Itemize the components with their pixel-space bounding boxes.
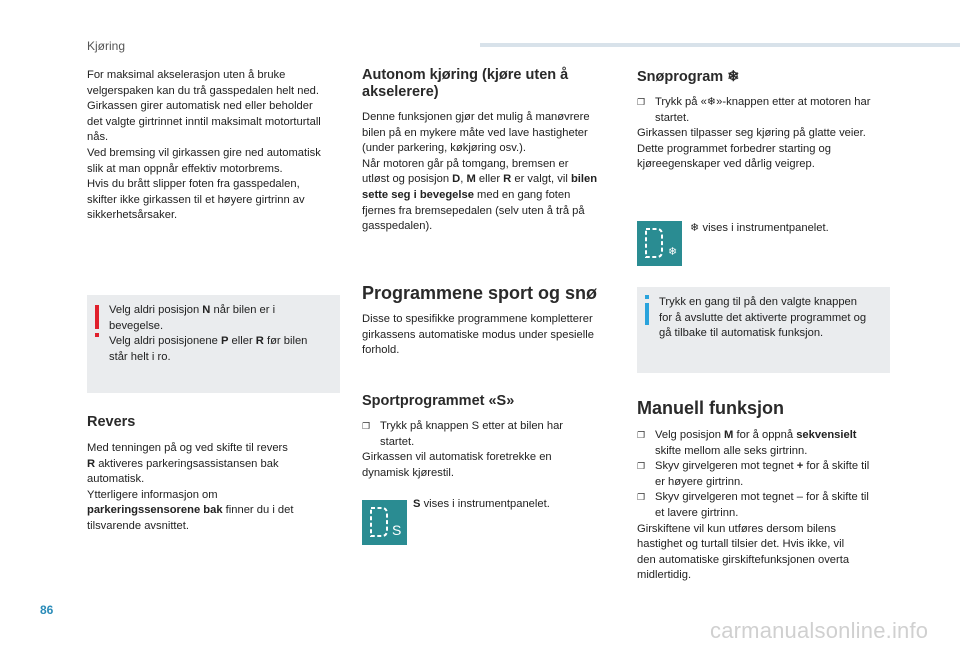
intro-text: For maksimal akselerasjon uten å bruke velgerspaken kan du trå gasspedalen helt ned. Girkassen girer automatisk ned eller beholder det valgte girtrinnet inntil maksimalt motorturtall nås. Ved bremsing vil girkassen gire ned automatisk slik at man oppnår effektiv motorbrems. Hvis du brått slipper foten fra gasspedalen, skifter ikke girkassen til et høyere girtrinn av sikkerhetsårsaker. [87, 69, 321, 222]
list-item: ❐ Skyv girvelgeren mot tegnet – for å skifte til et lavere girtrinn. [637, 491, 869, 519]
list-item: ❐ Trykk på «❄»-knappen etter at motoren har startet. [637, 96, 871, 124]
sport-display-text: S vises i instrumentpanelet. [413, 498, 550, 510]
arrow-bullet-icon: ❐ [637, 492, 646, 503]
arrow-bullet-icon: ❐ [637, 461, 646, 472]
info-text: Trykk en gang til på den valgte knappen for å avslutte det aktiverte programmet og gå tilbake til automatisk funksjon. [659, 296, 867, 340]
exclamation-icon [95, 305, 99, 329]
arrow-bullet-icon: ❐ [637, 97, 646, 107]
snow-heading: Snøprogram ❄ [637, 69, 740, 85]
programmes-heading: Programmene sport og snø [362, 283, 598, 303]
gear-display-icon [637, 221, 682, 266]
header-divider [480, 43, 960, 47]
warning-text: Velg aldri posisjon N når bilen er i bevegelse. Velg aldri posisjonene P eller R før bilen står helt i ro. [109, 304, 308, 363]
autonom-text: Denne funksjonen gjør det mulig å manøvrere bilen på en mykere måte ved lave hastigheter (under parkering, køkjøring osv.). Når motoren går på tomgang, bremsen er utløst og posisjon D, M eller R er valgt, vil bilen sette seg i bevegelse med en gang foten fjernes fra bremsepedalen (selv uten å trå på gasspedalen). [362, 111, 598, 233]
manual-heading: Manuell funksjon [637, 398, 785, 418]
revers-text: Med tenningen på og ved skifte til revers R aktiveres parkeringsassistansen bak automatisk. Ytterligere informasjon om parkeringssensorene bak finner du i det tilsvarende avsnittet. [87, 442, 294, 532]
info-box [637, 287, 890, 373]
snow-indicator-tile [637, 221, 682, 266]
programmes-text: Disse to spesifikke programmene kompletterer girkassens automatiske modus under spesielle forhold. [362, 313, 594, 357]
list-item: ❐ Skyv girvelgeren mot tegnet + for å skifte til er høyere girtrinn. [637, 460, 870, 488]
watermark: carmanualsonline.info [710, 618, 929, 643]
page-number: 86 [40, 603, 54, 617]
info-i-icon [645, 303, 649, 325]
section-title: Kjøring [87, 39, 126, 53]
list-item: ❐ Trykk på knappen S etter at bilen har startet. [362, 420, 564, 448]
tile-letter: S [392, 522, 402, 538]
sport-text: ❐ Trykk på knappen S etter at bilen har startet. Girkassen vil automatisk foretrekke en dynamisk kjørestil. [362, 419, 627, 481]
manual-text: ❐ Velg posisjon M for å oppnå sekvensielt skifte mellom alle seks girtrinn. ❐ Skyv girvelgeren mot tegnet + for å skifte til er høyere girtrinn. ❐ Skyv girvelgeren mot tegnet – for å skifte til et lavere girtrinn. Girskiftene vil kun utføres dersom bilens hastighet og turtall tilsier det. Hvis ikke, vil den automatiske girskiftefunksjonen overta midlertidig. [637, 428, 902, 584]
arrow-bullet-icon: ❐ [362, 421, 371, 431]
sport-indicator-tile [362, 500, 407, 545]
snow-text: ❐ Trykk på «❄»-knappen etter at motoren har startet. Girkassen tilpasser seg kjøring på glatte veier. Dette programmet forbedrer starting og kjøreegenskaper ved dårlig veigrep. [637, 95, 902, 173]
arrow-bullet-icon: ❐ [637, 430, 646, 440]
snowflake-icon: ❄ [668, 246, 678, 258]
snow-display-text: ❄ vises i instrumentpanelet. [690, 222, 829, 234]
autonom-heading: Autonom kjøring (kjøre uten å akselerere) [362, 67, 569, 100]
sport-heading: Sportprogrammet «S» [362, 393, 515, 409]
list-item: ❐ Velg posisjon M for å oppnå sekvensielt skifte mellom alle seks girtrinn. [637, 429, 857, 457]
revers-heading: Revers [87, 414, 136, 430]
warning-box [87, 295, 340, 393]
